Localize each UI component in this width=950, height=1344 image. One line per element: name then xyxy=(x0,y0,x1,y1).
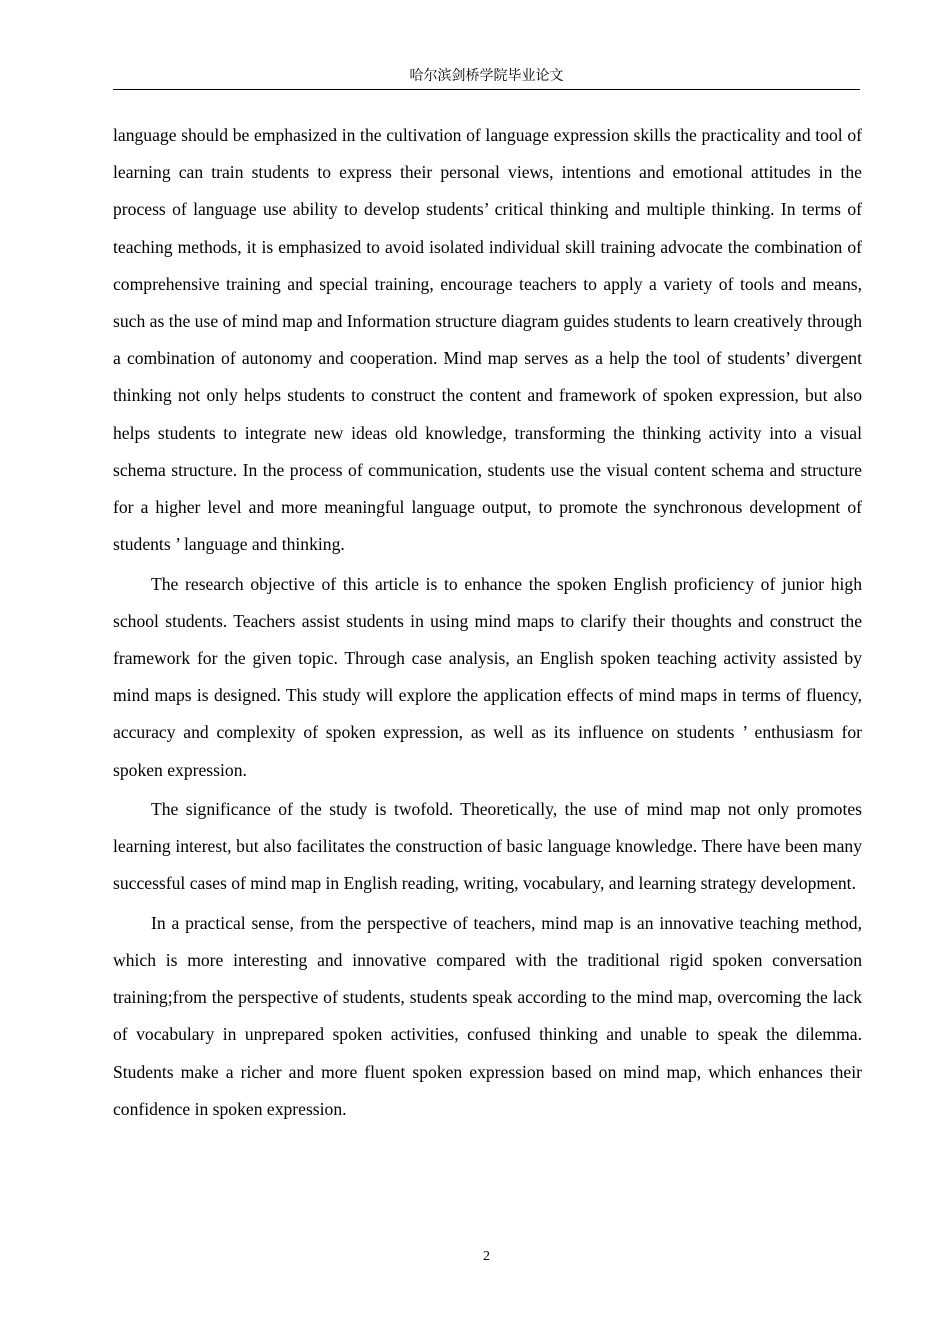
paragraph-research-objective: The research objective of this article is to enhance the spoken English proficiency of junior high school students. Teachers assist students in using mind maps to clarify their thoughts and construct the framework for the given topic. Through case analysis, an English spoken teaching activity assisted by mind maps is designed. This study will explore the application effects of mind maps in terms of fluency, accuracy and complexity of spoken expression, as well as its influence on students ’ enthusiasm for spoken expression. xyxy=(113,573,862,780)
body-text xyxy=(113,117,862,1130)
running-header: 哈尔滨剑桥学院毕业论文 xyxy=(409,68,564,84)
paragraph-continued: language should be emphasized in the cultivation of language expression skills the practicality and tool of learning can train students to express their personal views, intentions and emotional attitudes in the process of language use ability to develop students’ critical thinking and multiple thinking. In terms of teaching methods, it is emphasized to avoid isolated individual skill training advocate the combination of comprehensive training and special training, encourage teachers to apply a variety of tools and means, such as the use of mind map and Information structure diagram guides students to learn creatively through a combination of autonomy and cooperation. Mind map serves as a help the tool of students’ divergent thinking not only helps students to construct the content and framework of spoken expression, but also helps students to integrate new ideas old knowledge, transforming the thinking activity into a visual schema structure. In the process of communication, students use the visual content schema and structure for a higher level and more meaningful language output, to promote the synchronous development of students ’ language and thinking. xyxy=(113,125,862,555)
header-divider xyxy=(113,89,860,90)
paragraph-significance: The significance of the study is twofold. Theoretically, the use of mind map not only promotes learning interest, but also facilitates the construction of basic language knowledge. There have been many successful cases of mind map in English reading, writing, vocabulary, and learning strategy development. xyxy=(113,799,862,894)
paragraph-practical-sense: In a practical sense, from the perspective of teachers, mind map is an innovative teaching method, which is more interesting and innovative compared with the traditional rigid spoken conversation training;from the perspective of students, students speak according to the mind map, overcoming the lack of vocabulary in unprepared spoken activities, confused thinking and unable to speak the dilemma. Students make a richer and more fluent spoken expression based on mind map, which enhances their confidence in spoken expression. xyxy=(113,912,862,1119)
page-number: 2 xyxy=(483,1249,490,1264)
